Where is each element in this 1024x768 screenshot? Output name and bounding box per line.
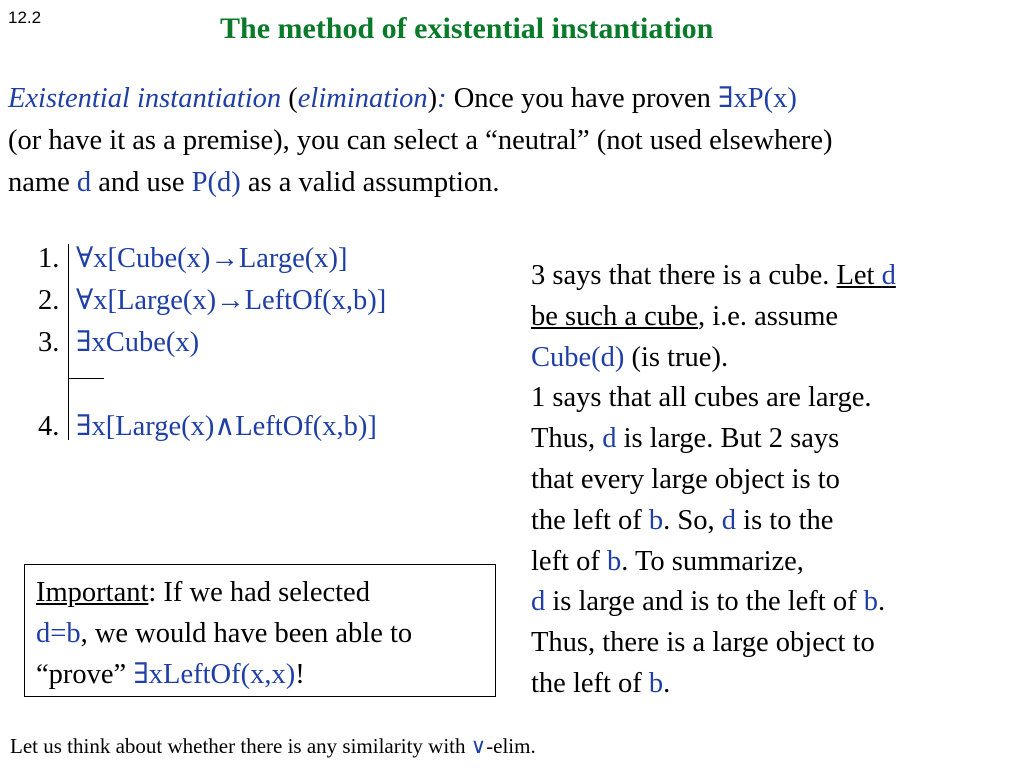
section-number: 12.2	[8, 8, 42, 27]
definition-text: name	[8, 167, 77, 198]
constant-b: b	[606, 545, 622, 577]
definition-colon: :	[437, 83, 447, 114]
explanation-paragraph	[531, 256, 896, 705]
formula-leftof-xx: ∃xLeftOf(x,x)	[133, 659, 296, 690]
proof-formulas	[76, 238, 386, 448]
important-line	[36, 572, 412, 613]
text: Let us think about whether there is any similarity with	[10, 734, 471, 758]
step-number-3: 3.	[38, 327, 60, 358]
explanation-line: Thus, there is a large object to	[531, 627, 875, 659]
important-line	[36, 613, 412, 654]
definition-paragraph	[8, 78, 1014, 204]
footer-note	[10, 734, 536, 759]
definition-alt-term: elimination	[297, 83, 428, 114]
text: , we would have been able to	[80, 618, 413, 649]
definition-paren-open: (	[281, 83, 298, 114]
formula-d-equals-b: d=b	[36, 618, 81, 649]
constant-b: b	[648, 667, 664, 699]
text: !	[295, 659, 305, 690]
underlined-text	[836, 260, 895, 291]
formula-pd: P(d)	[191, 167, 241, 198]
important-line	[36, 654, 412, 695]
explanation-line	[531, 419, 896, 460]
step-formula-spacer	[76, 364, 386, 406]
or-symbol-icon: ∨	[470, 734, 487, 758]
constant-d: d	[531, 586, 546, 618]
explanation-line: that every large object is to	[531, 463, 840, 495]
text: , i.e. assume	[697, 300, 839, 332]
text: “prove”	[36, 659, 134, 690]
explanation-line	[531, 256, 896, 297]
explanation-line: 1 says that all cubes are large.	[531, 382, 872, 414]
definition-term: Existential instantiation	[8, 83, 282, 114]
step-formula-4: ∃x[Large(x)∧LeftOf(x,b)]	[76, 411, 377, 442]
step-number-1: 1.	[38, 243, 60, 274]
step-number-2: 2.	[38, 285, 60, 316]
formula-cube-d: Cube(d)	[531, 341, 625, 373]
definition-text: Once you have proven	[446, 83, 719, 114]
important-text	[36, 572, 412, 695]
constant-d: d	[76, 167, 92, 198]
constant-d: d	[881, 260, 896, 291]
step-formula-2: ∀x[Large(x)→LeftOf(x,b)]	[76, 285, 387, 316]
text: .	[663, 667, 671, 699]
text: the left of	[531, 667, 649, 699]
underlined-text: be such a cube	[531, 300, 698, 332]
proof-vertical-bar	[68, 244, 69, 440]
text: Let	[836, 260, 882, 291]
text: left of	[531, 545, 607, 577]
definition-text: and use	[91, 167, 192, 198]
explanation-line	[531, 338, 896, 379]
explanation-line	[531, 664, 896, 705]
step-number-spacer	[38, 364, 59, 406]
constant-b: b	[648, 504, 664, 536]
proof-step-numbers	[38, 238, 59, 448]
text: the left of	[531, 504, 649, 536]
step-formula-3: ∃xCube(x)	[76, 327, 200, 358]
text: is large. But 2 says	[616, 423, 840, 455]
text: : If we had selected	[148, 577, 370, 608]
explanation-line	[531, 582, 896, 623]
important-label: Important	[36, 577, 149, 608]
step-number-4: 4.	[38, 411, 60, 442]
text: is large and is to the left of	[545, 586, 864, 618]
text: Thus,	[531, 423, 603, 455]
text: . To summarize,	[621, 545, 804, 577]
constant-d: d	[721, 504, 737, 536]
definition-paren-close: )	[427, 83, 438, 114]
definition-line-3	[8, 162, 1014, 204]
constant-b: b	[863, 586, 878, 618]
definition-line-1	[8, 78, 1014, 120]
explanation-line	[531, 297, 896, 338]
text: is to the	[736, 504, 834, 536]
text: 3 says that there is a cube.	[531, 260, 837, 291]
definition-line-2: (or have it as a premise), you can select a “neutral” (not used elsewhere)	[8, 125, 833, 156]
explanation-line	[531, 501, 896, 542]
text: (is true).	[624, 341, 729, 373]
text: . So,	[663, 504, 722, 536]
slide-title: The method of existential instantiation	[220, 12, 714, 45]
step-formula-1: ∀x[Cube(x)→Large(x)]	[76, 243, 348, 274]
definition-text: as a valid assumption.	[240, 167, 500, 198]
definition-formula: ∃xP(x)	[718, 83, 797, 114]
text: .	[877, 586, 886, 618]
text: -elim.	[486, 734, 536, 758]
constant-d: d	[602, 423, 617, 455]
explanation-line	[531, 542, 896, 583]
